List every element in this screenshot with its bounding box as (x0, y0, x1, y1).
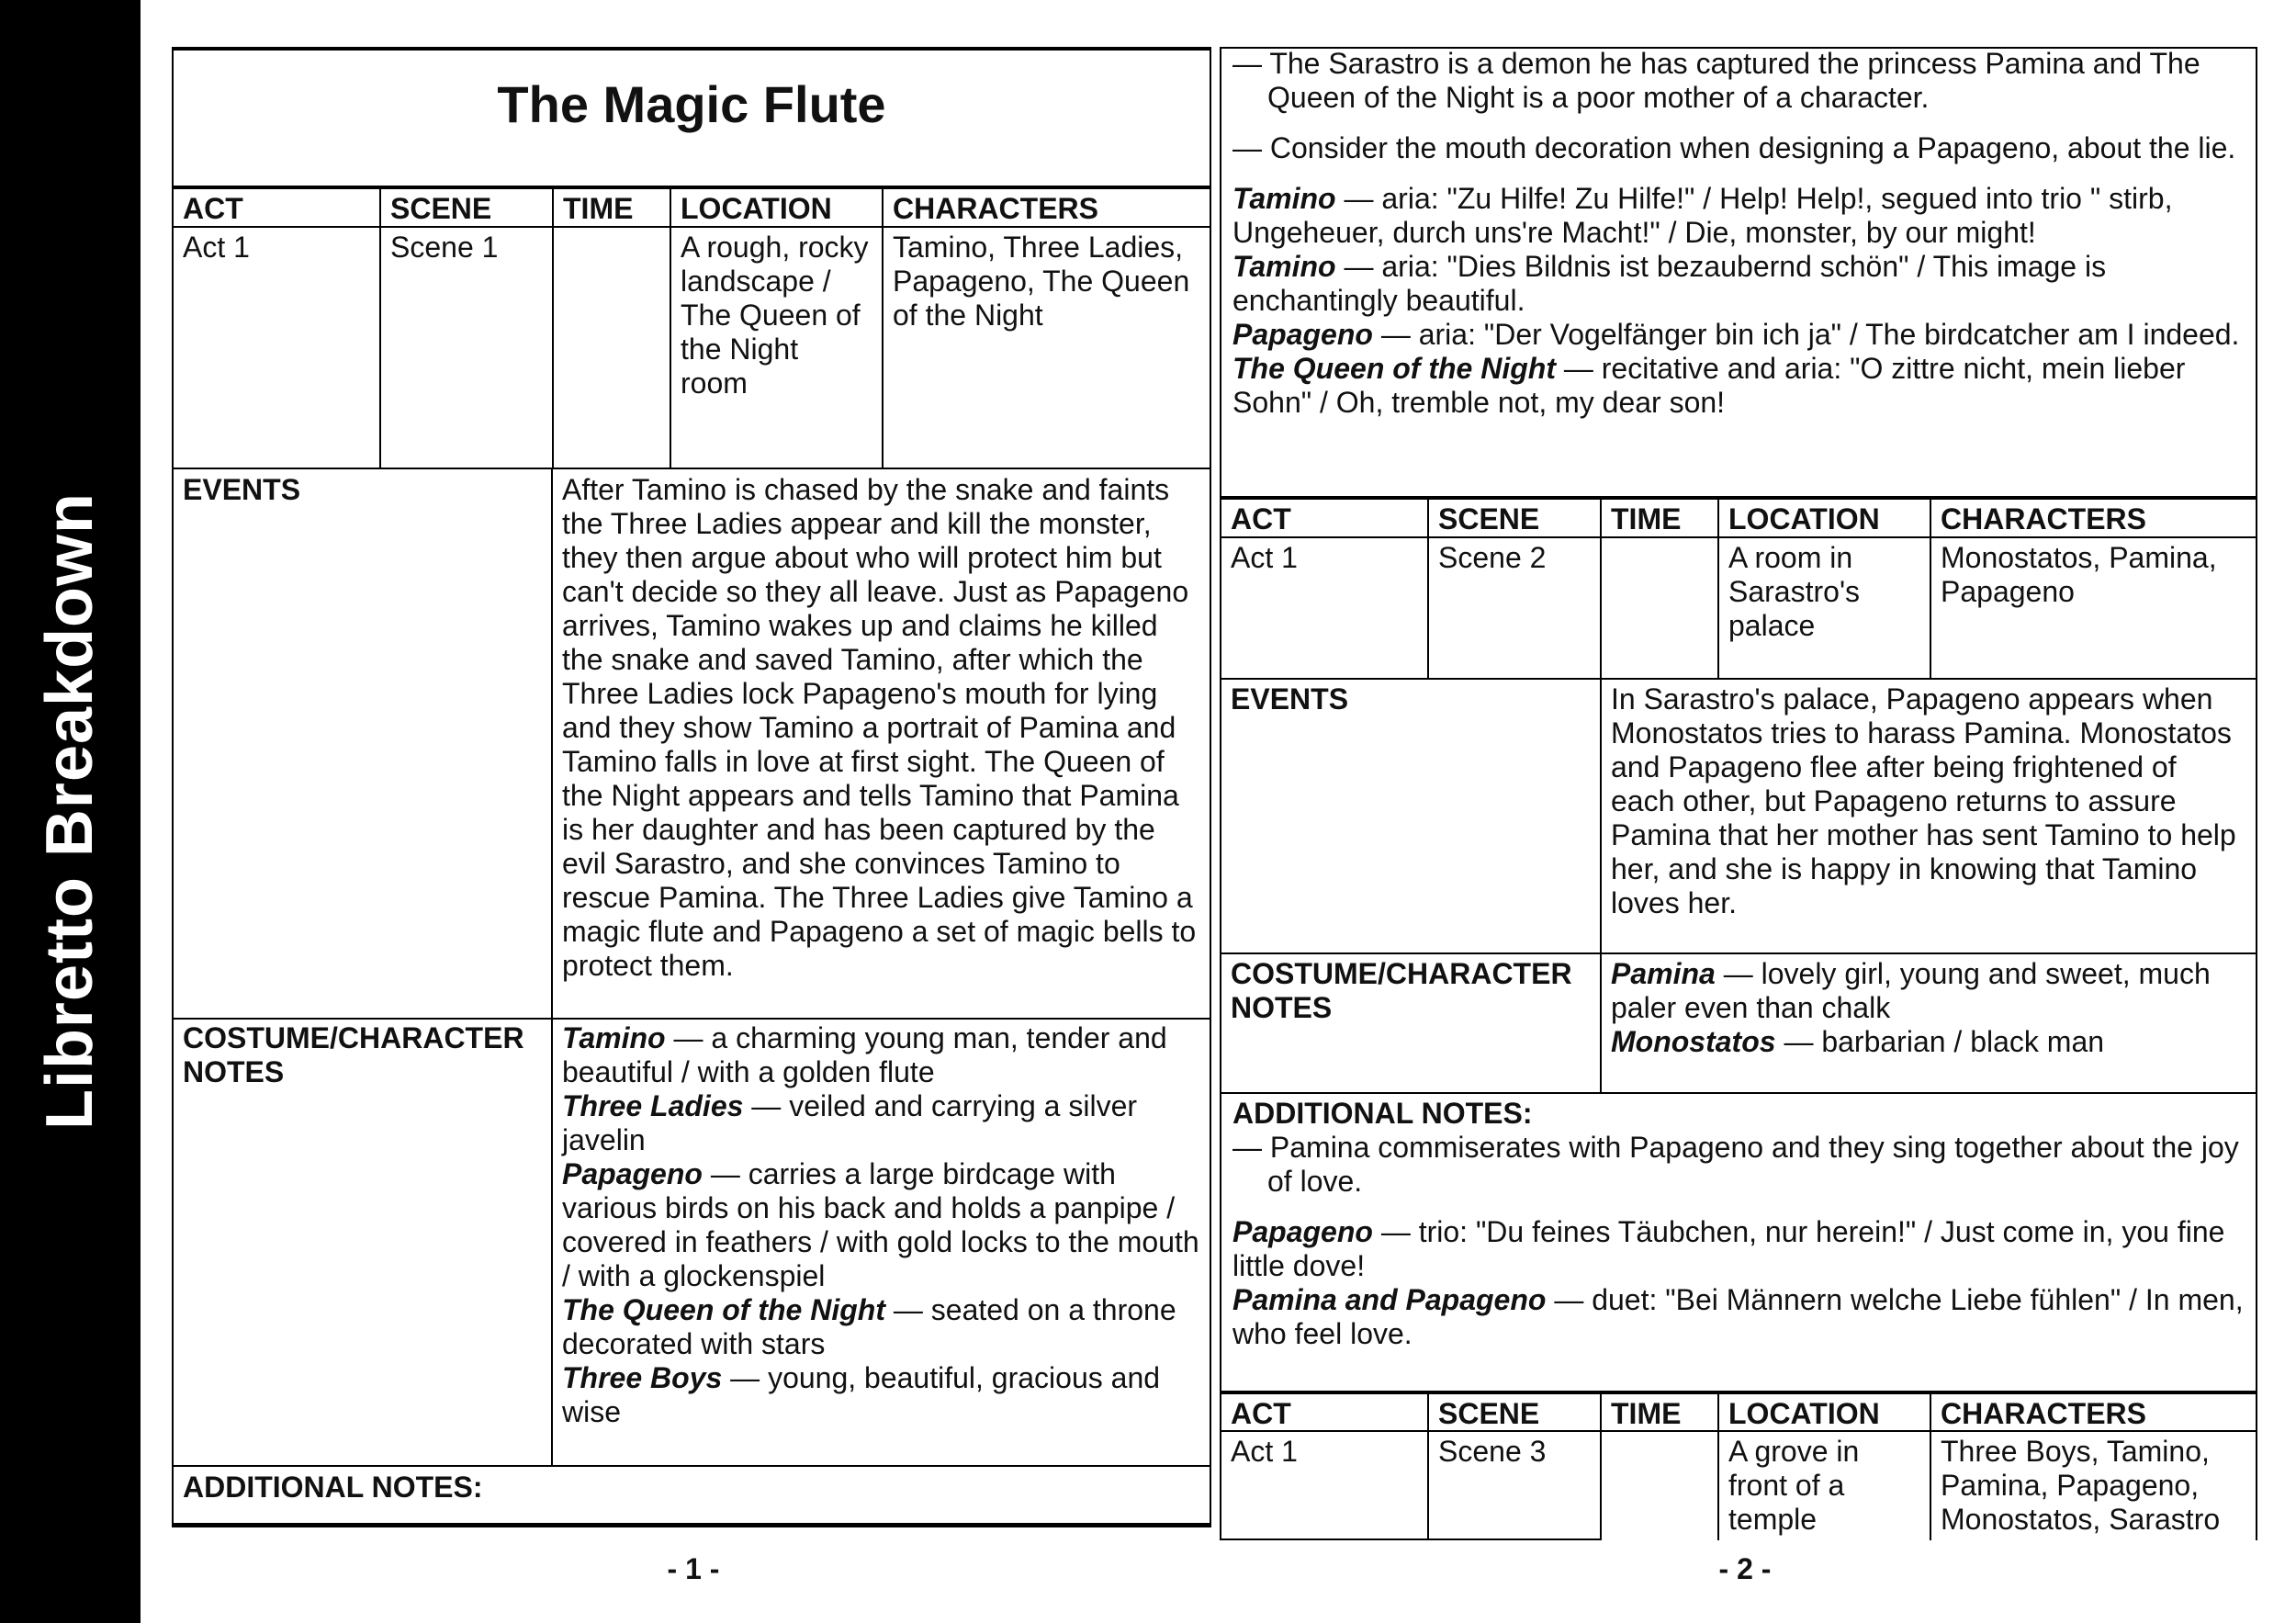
s3-header-location: LOCATION (1728, 1397, 1880, 1430)
costume-label: COSTUME/CHARACTER NOTES (183, 1021, 524, 1088)
s2-header-act: ACT (1231, 502, 1291, 535)
page-number: - 1 - (667, 1552, 720, 1585)
costume-note: Three Boys — young, beautiful, gracious and wise (562, 1361, 1161, 1428)
costume-note: Three Ladies — veiled and carrying a silver javelin (562, 1089, 1138, 1156)
scene3-act: Act 1 (1231, 1435, 1298, 1468)
scene3-scene: Scene 3 (1438, 1435, 1547, 1468)
costume-note: Monostatos — barbarian / black man (1611, 1025, 2105, 1058)
s2-events-label: EVENTS (1231, 682, 1349, 716)
s3-header-characters: CHARACTERS (1941, 1397, 2146, 1430)
s2-header-scene: SCENE (1438, 502, 1540, 535)
aria-item: Tamino — aria: "Dies Bildnis ist bezaubernd schön" / This image is enchantingly beautiful. (1232, 250, 2107, 317)
scene1-characters: Tamino, Three Ladies, Papageno, The Queen of the Night (893, 231, 1190, 332)
sidebar-title: Libretto Breakdown (33, 491, 107, 1131)
header-scene: SCENE (390, 192, 492, 225)
aria-item: Papageno — trio: "Du feines Täubchen, nur herein!" / Just come in, you fine little dove! (1232, 1215, 2225, 1282)
s2-additional (1223, 1097, 2254, 1351)
scene1-act: Act 1 (183, 231, 250, 264)
note-item: — The Sarastro is a demon he has captured the princess Pamina and The Queen of the Night is a poor mother of a character. (1232, 47, 2200, 114)
costume-note: The Queen of the Night — seated on a throne decorated with stars (562, 1293, 1176, 1360)
s2-header-characters: CHARACTERS (1941, 502, 2146, 535)
scene1-scene: Scene 1 (390, 231, 499, 264)
page-title: The Magic Flute (497, 75, 886, 133)
scene2-act: Act 1 (1231, 541, 1298, 574)
header-act: ACT (183, 192, 243, 225)
scene2-scene: Scene 2 (1438, 541, 1547, 574)
aria-item: The Queen of the Night — recitative and aria: "O zittre nicht, mein lieber Sohn" / Oh, tremble not, my dear son! (1232, 352, 2186, 419)
costume-note: Pamina — lovely girl, young and sweet, much paler even than chalk (1611, 957, 2211, 1024)
top-notes (1223, 47, 2254, 420)
s3-header-time: TIME (1611, 1397, 1682, 1430)
note-item: — Consider the mouth decoration when designing a Papageno, about the lie. (1232, 131, 2236, 164)
s2-additional-label: ADDITIONAL NOTES: (1232, 1097, 1533, 1130)
aria-item: Papageno — aria: "Der Vogelfänger bin ich ja" / The birdcatcher am I indeed. (1232, 318, 2240, 351)
s2-header-time: TIME (1611, 502, 1682, 535)
aria-item: Pamina and Papageno — duet: "Bei Männern welche Liebe fühlen" / In men, who feel love. (1232, 1283, 2244, 1350)
additional-notes-label: ADDITIONAL NOTES: (183, 1471, 483, 1504)
s2-header-location: LOCATION (1728, 502, 1880, 535)
s2-events-text: In Sarastro's palace, Papageno appears when Monostatos tries to harass Pamina. Monostatos and Papageno flee after being frightened of each other, but Papageno returns to assure Pamina that her mother has sent Tamino to help her, and she is happy in knowing that Tamino loves her. (1611, 682, 2236, 919)
costume-note: Papageno — carries a large birdcage with various birds on his back and holds a panpipe / covered in feathers / with gold locks to the mouth / with a glockenspiel (562, 1157, 1199, 1292)
scene1-location: A rough, rocky landscape / The Queen of the Night room (681, 231, 869, 400)
s3-header-scene: SCENE (1438, 1397, 1540, 1430)
header-characters: CHARACTERS (893, 192, 1098, 225)
page-number: - 2 - (1718, 1552, 1772, 1585)
s3-header-act: ACT (1231, 1397, 1291, 1430)
header-time: TIME (563, 192, 634, 225)
events-text: After Tamino is chased by the snake and faints the Three Ladies appear and kill the monster, they then argue about who will protect him but can't decide so they all leave. Just as Papageno arrives, Tamino wakes up and claims he killed the snake and saved Tamino, after which the Three Ladies lock Papageno's mouth for lying and they show Tamino a portrait of Pamina and Tamino falls in love at first sight. The Queen of the Night appears and tells Tamino that Pamina is her daughter and has been captured by the evil Sarastro, and she convinces Tamino to rescue Pamina. The Three Ladies give Tamino a magic flute and Papageno a set of magic bells to protect them. (562, 473, 1197, 982)
costume-note: Tamino — a charming young man, tender and beautiful / with a golden flute (562, 1021, 1167, 1088)
scene2-location: A room in Sarastro's palace (1728, 541, 1861, 642)
header-location: LOCATION (681, 192, 832, 225)
events-label: EVENTS (183, 473, 301, 506)
scene2-characters: Monostatos, Pamina, Papageno (1941, 541, 2217, 608)
note-item: — Pamina commiserates with Papageno and they sing together about the joy of love. (1232, 1131, 2239, 1198)
aria-item: Tamino — aria: "Zu Hilfe! Zu Hilfe!" / Help! Help!, segued into trio " stirb, Ungeheuer, durch uns're Macht!" / Die, monster, by our might! (1232, 182, 2173, 249)
s2-costume-label: COSTUME/CHARACTER NOTES (1231, 957, 1572, 1024)
s2-costume-notes (1602, 957, 2256, 1059)
scene3-characters: Three Boys, Tamino, Pamina, Papageno, Monostatos, Sarastro (1941, 1435, 2221, 1536)
scene3-location: A grove in front of a temple (1728, 1435, 1860, 1536)
